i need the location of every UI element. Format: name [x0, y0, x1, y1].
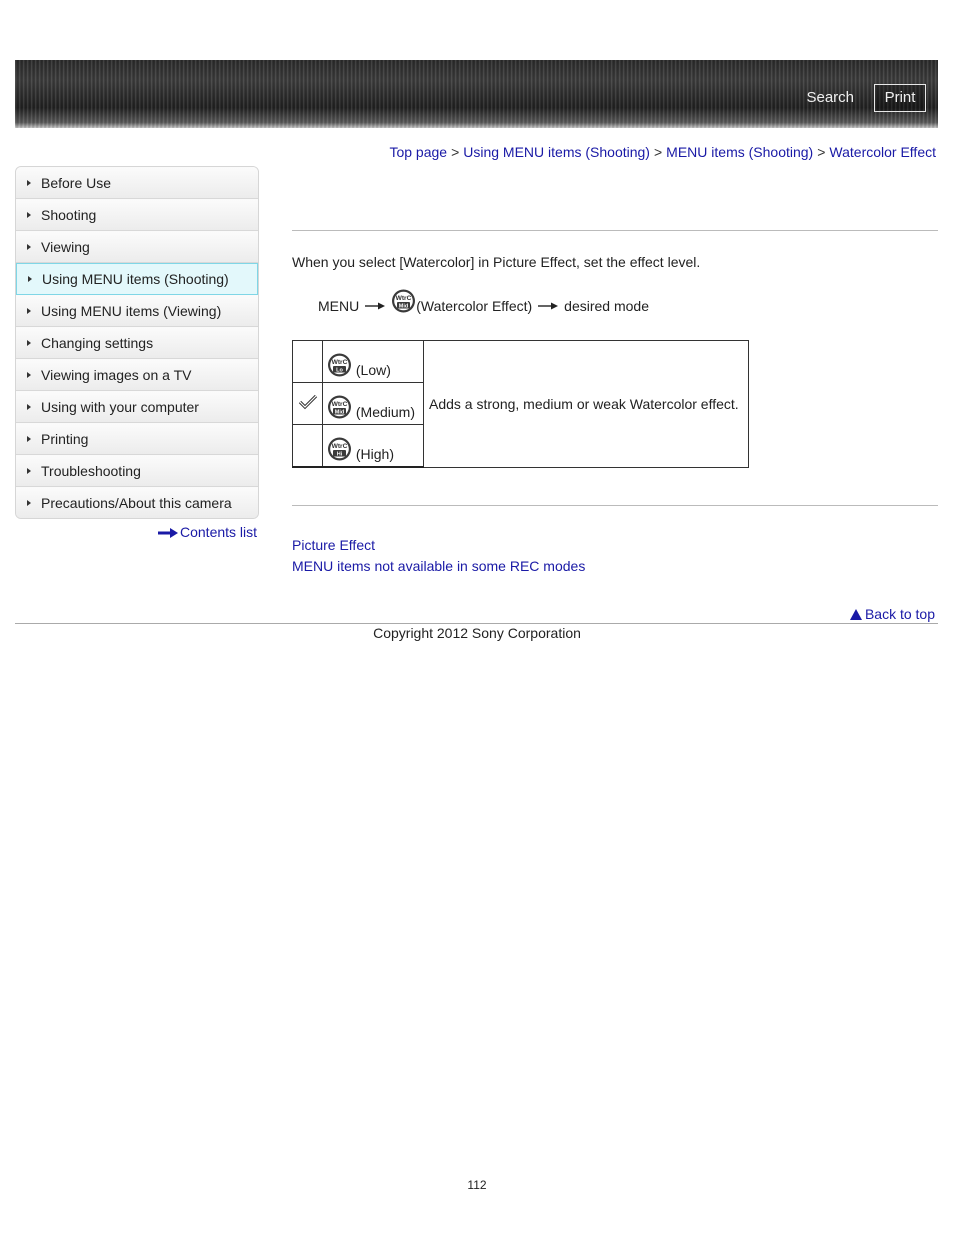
back-to-top-link[interactable] — [850, 606, 935, 622]
menu-step-label: MENU — [318, 298, 360, 314]
breadcrumb — [389, 144, 936, 160]
sidebar-item-precautions[interactable] — [16, 487, 258, 518]
sidebar-item-using-menu-shooting[interactable] — [16, 263, 258, 295]
search-link[interactable]: Search — [806, 89, 854, 106]
divider — [292, 505, 938, 506]
sidebar-item-before-use[interactable] — [16, 167, 258, 199]
watercolor-effect-icon — [391, 288, 416, 314]
mode-label: (Medium) — [355, 404, 416, 420]
icon-text: Hi — [336, 451, 343, 458]
mode-table — [292, 340, 749, 468]
header-bar — [15, 60, 938, 128]
sidebar-item-printing[interactable] — [16, 423, 258, 455]
sidebar-item-label: Using with your computer — [41, 399, 199, 415]
mode-label: (High) — [355, 446, 395, 462]
sidebar-item-label: Shooting — [41, 207, 97, 223]
default-cell — [293, 383, 323, 425]
checkmark-icon — [298, 394, 318, 410]
triangle-up-icon — [850, 609, 862, 620]
back-to-top-label: Back to top — [864, 606, 935, 622]
watercolor-low-icon — [327, 352, 352, 378]
icon-text: Mid — [334, 409, 345, 416]
page-number: 112 — [467, 1178, 487, 1192]
default-cell — [293, 341, 323, 383]
triangle-right-icon — [27, 372, 31, 378]
triangle-right-icon — [27, 404, 31, 410]
sidebar-item-troubleshooting[interactable] — [16, 455, 258, 487]
triangle-right-icon — [27, 244, 31, 250]
copyright-text: Copyright 2012 Sony Corporation — [373, 625, 581, 641]
arrow-right-icon — [538, 301, 558, 311]
related-links — [292, 535, 585, 577]
sidebar-item-label: Before Use — [41, 175, 112, 191]
sidebar-item-using-menu-viewing[interactable] — [16, 295, 258, 327]
icon-text: WtrC — [331, 401, 348, 408]
procedure-steps — [318, 278, 649, 314]
contents-list-link[interactable] — [158, 524, 257, 540]
arrow-right-icon — [365, 301, 385, 311]
contents-list-label: Contents list — [180, 524, 258, 540]
mode-label: (Low) — [355, 362, 391, 378]
triangle-right-icon — [27, 468, 31, 474]
sidebar-item-label: Printing — [41, 431, 89, 447]
related-link-picture-effect[interactable]: Picture Effect — [292, 537, 376, 553]
desired-mode-label: desired mode — [564, 298, 649, 314]
sidebar-nav — [15, 166, 259, 519]
mode-cell — [323, 341, 424, 383]
footer-divider — [15, 623, 938, 624]
default-cell — [293, 425, 323, 468]
sidebar-item-label: Using MENU items (Shooting) — [42, 271, 229, 287]
sidebar-item-viewing[interactable] — [16, 231, 258, 263]
breadcrumb-top-page[interactable]: Top page — [389, 144, 448, 160]
mode-cell — [323, 383, 424, 425]
related-link-menu-not-available[interactable]: MENU items not available in some REC modes — [292, 558, 586, 574]
divider — [292, 230, 938, 231]
sidebar-item-label: Using MENU items (Viewing) — [41, 303, 222, 319]
triangle-right-icon — [28, 276, 32, 282]
sidebar-item-label: Troubleshooting — [41, 463, 141, 479]
mode-cell — [323, 425, 424, 468]
sidebar-item-label: Precautions/About this camera — [41, 495, 232, 511]
triangle-right-icon — [27, 436, 31, 442]
sidebar-item-viewing-tv[interactable] — [16, 359, 258, 391]
icon-text: Lo — [336, 367, 343, 374]
icon-text: WtrC — [331, 359, 348, 366]
table-row — [293, 341, 749, 383]
mode-description: Adds a strong, medium or weak Watercolor effect. — [424, 341, 749, 468]
watercolor-effect-label: (Watercolor Effect) — [416, 298, 533, 314]
sidebar-item-computer[interactable] — [16, 391, 258, 423]
triangle-right-icon — [27, 180, 31, 186]
icon-text: WtrC — [395, 295, 412, 302]
breadcrumb-watercolor-effect[interactable]: Watercolor Effect — [829, 144, 936, 160]
breadcrumb-separator: > — [451, 144, 460, 160]
triangle-right-icon — [27, 340, 31, 346]
breadcrumb-separator: > — [653, 144, 663, 160]
sidebar-item-shooting[interactable] — [16, 199, 258, 231]
arrow-right-icon — [158, 528, 178, 538]
watercolor-high-icon — [327, 436, 352, 462]
sidebar-item-label: Viewing images on a TV — [41, 367, 192, 383]
icon-text: Mid — [398, 303, 409, 310]
icon-text: WtrC — [331, 443, 348, 450]
triangle-right-icon — [27, 212, 31, 218]
triangle-right-icon — [27, 500, 31, 506]
breadcrumb-using-menu-shooting[interactable]: Using MENU items (Shooting) — [463, 144, 650, 160]
print-button[interactable]: Print — [874, 84, 926, 112]
sidebar-item-label: Viewing — [41, 239, 90, 255]
intro-text: When you select [Watercolor] in Picture Effect, set the effect level. — [292, 254, 701, 270]
breadcrumb-menu-items-shooting[interactable]: MENU items (Shooting) — [666, 144, 814, 160]
watercolor-medium-icon — [327, 394, 352, 420]
triangle-right-icon — [27, 308, 31, 314]
sidebar-item-label: Changing settings — [41, 335, 154, 351]
sidebar-item-changing-settings[interactable] — [16, 327, 258, 359]
breadcrumb-separator: > — [817, 144, 826, 160]
